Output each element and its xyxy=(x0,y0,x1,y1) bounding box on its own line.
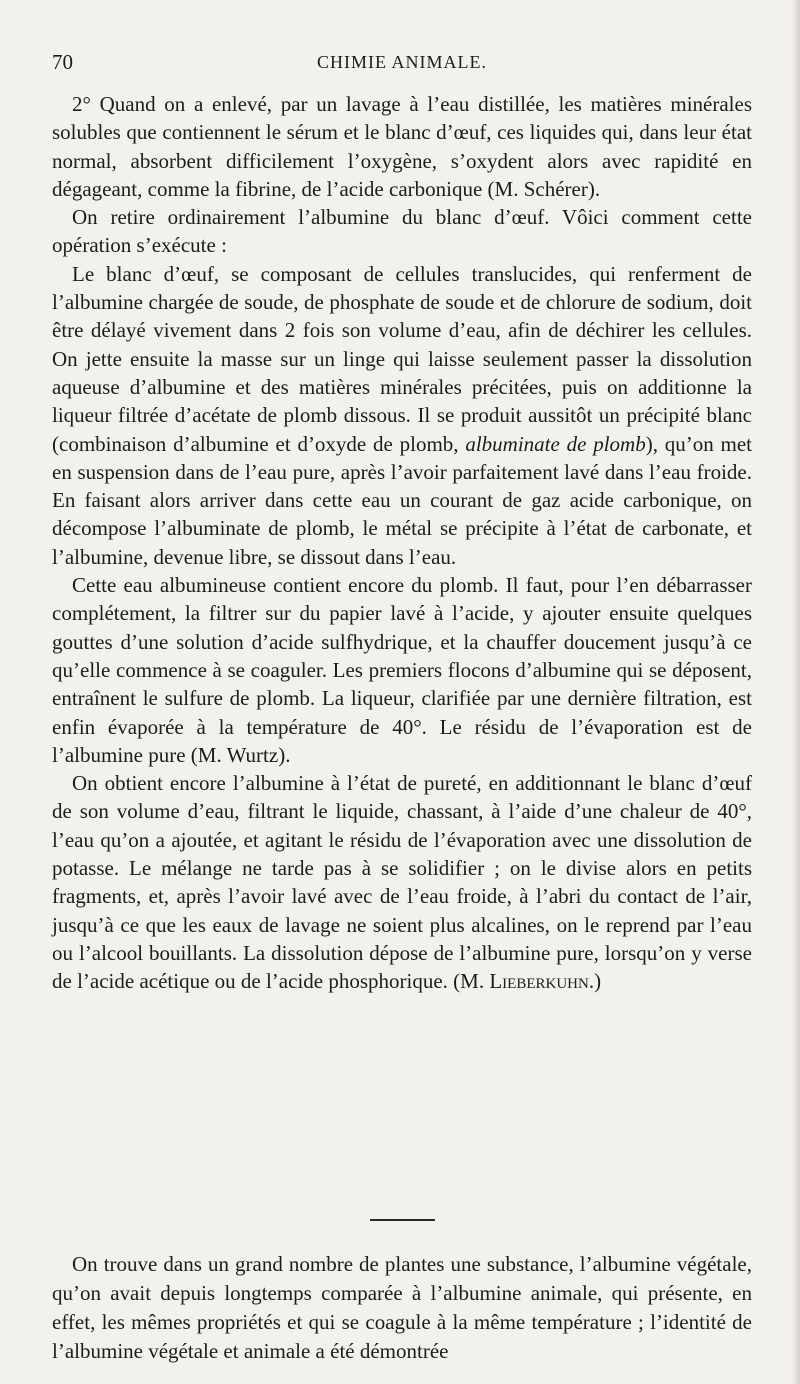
paragraph-method-2-text: On obtient encore l’albumine à l’état de pureté, en additionnant le blanc d’œuf de son volume d’eau, filtrant le liquide, chassant, à l’aide d’une chaleur de 40°, l’eau qu’on a ajoutée, et agitant le résidu de l’évaporation avec une dissolution de potasse. Le mélange ne tarde pas à se solidifier ; on le divise alors en petits fragments, et, après l’avoir lavé avec de l’eau froide, à l’abri du contact de l’air, jusqu’à ce que les eaux de lavage ne soient plus alcalines, on le reprend par l’eau ou l’alcool bouillants. La dissolution dépose de l’albumine pure, lorsqu’on y verse de l’acide acétique ou de l’acide phosphorique. xyxy=(52,771,752,994)
page-number: 70 xyxy=(52,50,73,74)
vegetable-albumin-section xyxy=(52,1250,752,1366)
paragraph-serum: 2° Quand on a enlevé, par un lavage à l’eau distillée, les matières minérales solubles que contiennent le sérum et le blanc d’œuf, ces liquides qui, dans leur état normal, absorbent difficilement l’oxygène, s’oxydent alors avec rapidité en dégageant, comme la fibrine, de l’acide carbonique (M. Schérer). xyxy=(52,92,752,201)
running-title: CHIMIE ANIMALE. xyxy=(317,52,487,72)
paragraph-method-1-part-b: ), qu’on met en suspension dans de l’eau pure, après l’avoir parfaitement lavé dans l’eau froide. En faisant alors arriver dans cette eau un courant de gaz acide carbonique, on décompose l’albuminate de plomb, le métal se précipite à l’état de carbonate, et l’albumine, devenue libre, se dissout dans l’eau. xyxy=(52,431,753,569)
citation-lieberkuhn: (M. Lieberkuhn.) xyxy=(453,969,602,994)
page-header xyxy=(52,50,752,80)
paragraph-method-1 xyxy=(52,260,752,571)
page-edge-shadow xyxy=(792,0,800,1384)
paragraph-purification: Cette eau albumineuse contient encore du plomb. Il faut, pour l’en débarrasser complétement, la filtrer sur du papier lavé à l’acide, y ajouter ensuite quelques gouttes d’une solution d’acide sulfhydrique, et la chauffer doucement jusqu’à ce qu’elle commence à se coaguler. Les premiers flocons d’albumine qui se déposent, entraînent le sulfure de plomb. La liqueur, clarifiée par une dernière filtration, est enfin évaporée à la température de 40°. Le résidu de l’évaporation est de l’albumine pure (M. Wurtz). xyxy=(52,573,752,767)
section-divider xyxy=(370,1219,435,1221)
main-text xyxy=(52,90,752,996)
albuminate-term: albuminate de plomb xyxy=(465,431,646,456)
paragraph-retrieval-intro: On retire ordinairement l’albumine du blanc d’œuf. Vôici comment cette opération s’exécute : xyxy=(52,205,752,258)
paragraph-method-1-part-a: Le blanc d’œuf, se composant de cellules translucides, qui renferment de l’albumine chargée de soude, de phosphate de soude et de chlorure de sodium, doit être délayé vivement dans 2 fois son volume d’eau, afin de déchirer les cellules. On jette ensuite la masse sur un linge qui laisse seulement passer la dissolution aqueuse d’albumine et des matières minérales précitées, puis on additionne la liqueur filtrée d’acétate de plomb dissous. Il se produit aussitôt un précipité blanc (combinaison d’albumine et d’oxyde de plomb, xyxy=(52,261,752,456)
paragraph-vegetable-albumin: On trouve dans un grand nombre de plantes une substance, l’albumine végétale, qu’on avait depuis longtemps comparée à l’albumine animale, qui présente, en effet, les mêmes propriétés et qui se coagule à la même température ; l’identité de l’albumine végétale et animale a été démontrée xyxy=(52,1252,752,1363)
paragraph-method-2 xyxy=(52,769,752,995)
